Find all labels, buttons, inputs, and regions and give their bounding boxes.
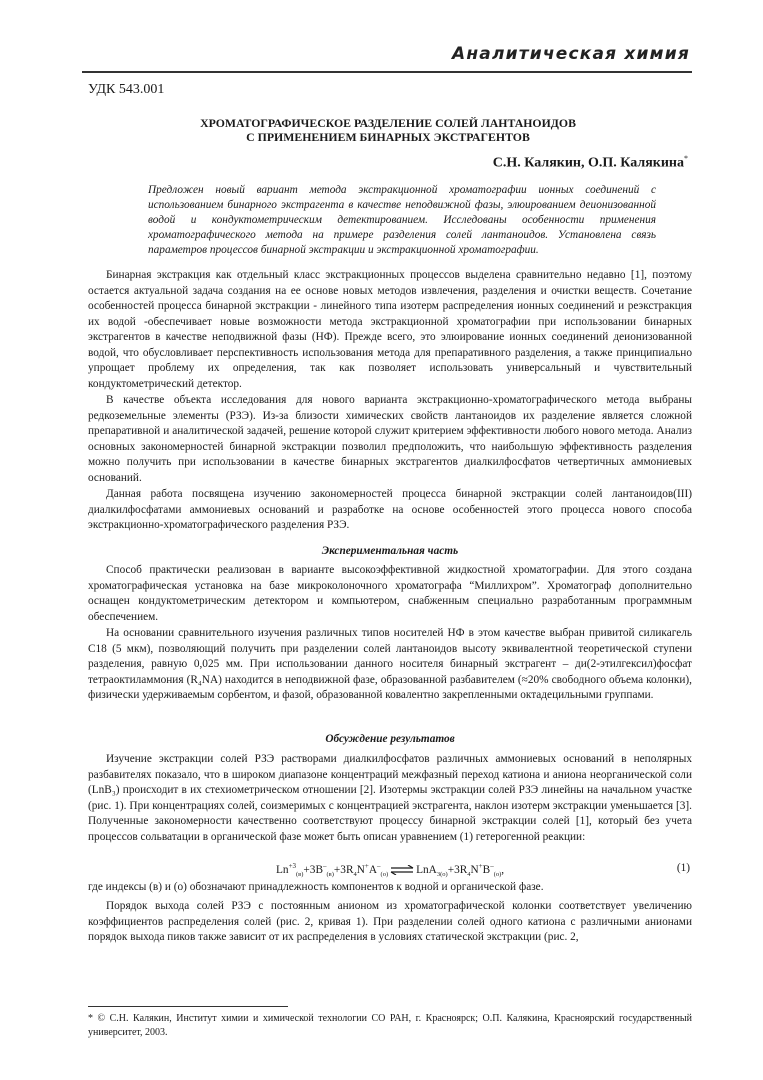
intro-paragraph-2: В качестве объекта исследования для нового варианта экстракционно-хроматографического метода выбраны редкоземельные элементы (РЗЭ). Из-за близости химических свойств лантаноидов их разделение является сложной препаративной и аналитической задачей, решение которой служит критерием эффективности любого нового метода. Анализ основных закономерностей бинарной экстракции позволил предположить, что наибольшую эффективность разделения можно получить при использовании в качестве бинарных экстрагентов диалкилфосфатов четвертичных аммониевых оснований. (88, 394, 692, 484)
abstract: Предложен новый вариант метода экстракционной хроматографии ионных соединений с использованием бинарного экстрагента в качестве неподвижной фазы, элюированием деионизованной водой и кондуктометрическим детектированием. Исследованы особенности применения хроматографического метода на примере разделения солей лантаноидов. Установлена связь параметров процессов бинарной экстракции и экстракционной хроматографии. (148, 184, 656, 256)
heading-experimental: Экспериментальная часть (321, 545, 459, 557)
experimental-paragraph-1: Способ практически реализован в варианте высокоэффективной жидкостной хроматографии. Для этого создана хроматографическая установка на базе микроколоночного хроматографа “Миллихром”. Хроматограф дополнительно оснащен кондуктометрическим детектором и компьютером, снабженным специально разработанным программным обеспечением. (88, 564, 692, 623)
equation-formula: $Ln^{+3}_{(в)}+3B^-_{(в)}+3R_4N^+A^-_{(о)}$ $LnA_{3(о)}+3R_4N^+B^-_{(о)}$, (276, 862, 505, 878)
heading-discussion: Обсуждение результатов (325, 733, 455, 745)
experimental-paragraph-2: На основании сравнительного изучения различных типов носителей НФ в этом качестве выбран привитой силикагель С18 (5 мкм), позволяющий получить при разделении солей лантаноидов высоту эквивалентной теоретической ступени разделения, равную 0,025 мм. При использовании данного носителя бинарный экстрагент – ди(2-этилгексил)фосфат тетраоктиламмония (R₄NA) находится в неподвижной фазе, образованной разбавителем (≈20% свободного объема колонки), физически удерживаемым сорбентом, и фазой, образованной ковалентно закрепленными октадецильными группами. (88, 627, 692, 701)
article-title-line-2: С ПРИМЕНЕНИЕМ БИНАРНЫХ ЭКСТРАГЕНТОВ (246, 130, 530, 144)
intro-paragraph-3: Данная работа посвящена изучению закономерностей процесса бинарной экстракции солей лантаноидов(III) диалкилфосфатами аммониевых оснований и разработке на основе особенностей этого процесса нового способа экстракционно-хроматографического разделения РЗЭ. (88, 488, 692, 531)
authors (493, 154, 688, 172)
after-equation-text: где индексы (в) и (о) обозначают принадлежность компонентов к водной и органической фазе. (88, 881, 544, 893)
equilibrium-arrow-icon (390, 865, 414, 875)
article-title-line-1: ХРОМАТОГРАФИЧЕСКОЕ РАЗДЕЛЕНИЕ СОЛЕЙ ЛАНТАНОИДОВ (200, 116, 576, 130)
author-names: С.Н. Калякин, О.П. Калякина (492, 155, 684, 171)
udc-code: УДК 543.001 (88, 82, 165, 97)
equation-number: (1) (676, 862, 690, 874)
footnote: * © С.Н. Калякин, Институт химии и химической технологии СО РАН, г. Красноярск; О.П. Калякина, Красноярский государственный университет, 2003. (88, 1013, 692, 1038)
discussion-paragraph-2: Порядок выхода солей РЗЭ с постоянным анионом из хроматографической колонки соответствует увеличению коэффициентов распределения солей (рис. 2, кривая 1). При разделении солей одного катиона с различными анионами порядок выхода пиков также зависит от их распределения в условиях статической экстракции (рис. 2, (88, 900, 692, 943)
header-rule (82, 71, 692, 73)
journal-section-header (82, 36, 692, 76)
equation-1 (88, 862, 692, 880)
section-title: Аналитическая химия (451, 44, 690, 64)
footnote-rule (88, 1006, 288, 1007)
footnote-mark: * (684, 154, 688, 163)
intro-paragraph-1: Бинарная экстракция как отдельный класс экстракционных процессов выделена сравнительно недавно [1], поэтому остается актуальной задача создания на ее основе новых методов извлечения, разделения и очистки веществ. Сочетание особенностей процесса бинарной экстракции - линейного типа изотерм распределения ионных соединений и реэкстракция их водой -обеспечивает новые возможности метода экстракционной хроматографии при использовании бинарных экстрагентов в качестве неподвижной фазы (НФ). Прежде всего, это элюирование ионных соединений деионизованной водой, что обусловливает перспективность использования метода для препаративного разделения, а также принципиально упрощает проблему их определения, так как позволяет использовать универсальный и чувствительный кондуктометрический детектор. (88, 269, 692, 390)
discussion-paragraph-1: Изучение экстракции солей РЗЭ растворами диалкилфосфатов различных аммониевых оснований в неполярных разбавителях показало, что в широком диапазоне концентраций межфазный переход катиона и аниона неорганической соли (LnB₃) происходит в их стехиометрическом отношении [2]. Изотермы экстракции солей РЗЭ линейны на начальном участке (рис. 1). При концентрациях солей, соизмеримых с концентрацией экстрагента, наклон изотерм экстракции уменьшается [3]. Полученные закономерности качественно соответствуют процессу бинарной экстракции солей [1], который без учета процессов сольватации в органической фазе может быть описан уравнением (1) гетерогенной реакции: (88, 753, 692, 843)
